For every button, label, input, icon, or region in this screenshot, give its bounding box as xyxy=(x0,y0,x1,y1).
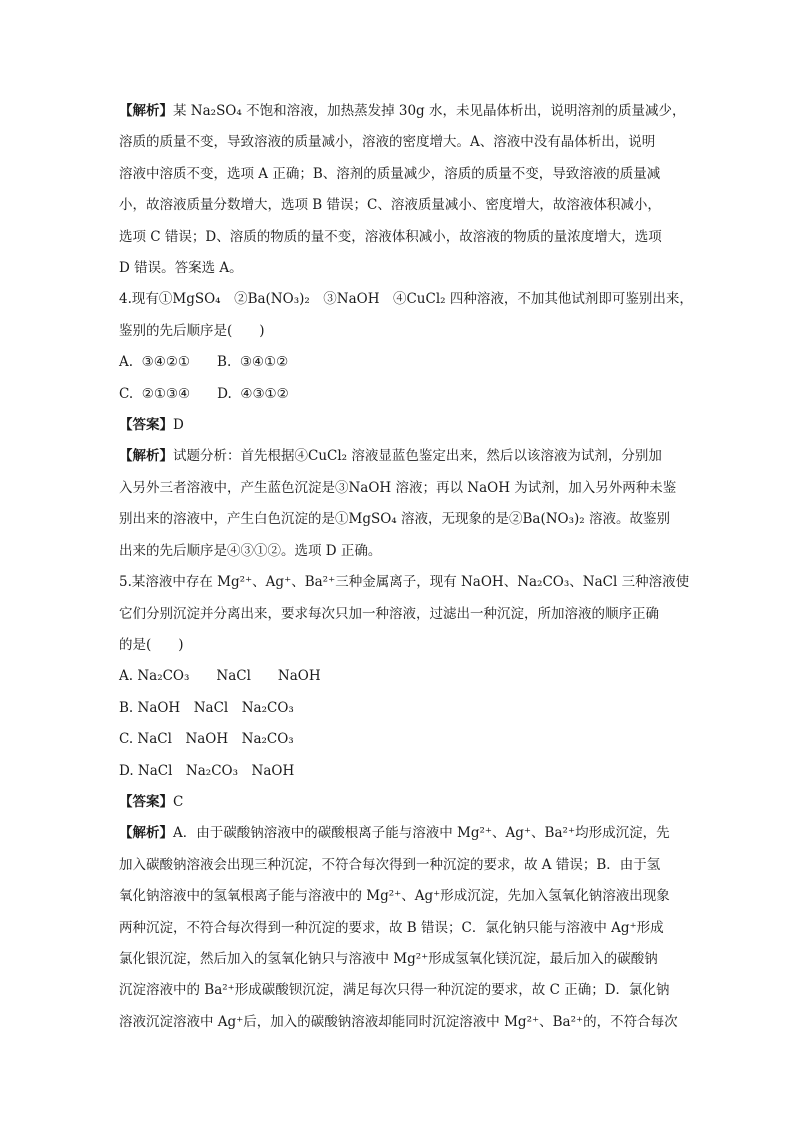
text-line: 【解析】某 Na₂SO₄ 不饱和溶液，加热蒸发掉 30g 水，未见晶体析出，说明溶剂的质量减少， xyxy=(119,103,686,119)
answer-value: C xyxy=(173,793,184,810)
text-line: 沉淀溶液中的 Ba²⁺形成碳酸钡沉淀，满足每次只得一种沉淀的要求，故 C 正确；D．氯化钠 xyxy=(119,982,670,999)
question-5 xyxy=(119,567,690,787)
analysis-paragraph xyxy=(119,441,679,567)
analysis-label: 【解析】 xyxy=(119,825,173,842)
question-stem-line: 的是( ) xyxy=(119,636,184,653)
question-stem-line: 4.现有①MgSO₄ ②Ba(NO₃)₂ ③NaOH ④CuCl₂ 四种溶液，不加其他试剂即可鉴别出来， xyxy=(119,291,693,308)
text-line: D 错误。答案选 A。 xyxy=(119,260,243,277)
question-stem-line: 5.某溶液中存在 Mg²⁺、Ag⁺、Ba²⁺三种金属离子，现有 NaOH、Na₂CO₃、NaCl 三种溶液使 xyxy=(119,574,690,591)
text-line: 加入碳酸钠溶液会出现三种沉淀，不符合每次得到一种沉淀的要求，故 A 错误；B．由于氢 xyxy=(119,856,661,873)
question-4 xyxy=(119,284,693,410)
option-line: A. Na₂CO₃ NaCl NaOH xyxy=(119,668,321,685)
text-line: 氯化银沉淀，然后加入的氢氧化钠只与溶液中 Mg²⁺形成氢氧化镁沉淀，最后加入的碳酸钠 xyxy=(119,950,658,967)
option-line: B. NaOH NaCl Na₂CO₃ xyxy=(119,699,294,716)
answer-label: 【答案】 xyxy=(119,417,173,434)
analysis-paragraph xyxy=(119,818,679,1038)
text-line: 氧化钠溶液中的氢氧根离子能与溶液中的 Mg²⁺、Ag⁺形成沉淀，先加入氢氧化钠溶液出现象 xyxy=(119,888,670,905)
text-line: 溶液沉淀溶液中 Ag⁺后，加入的碳酸钠溶液却能同时沉淀溶液中 Mg²⁺、Ba²⁺的，不符合每次 xyxy=(119,1013,678,1030)
answer-paragraph xyxy=(119,410,679,441)
text-line: 小，故溶液质量分数增大，选项 B 错误；C、溶液质量减小、密度增大，故溶液体积减小， xyxy=(119,197,661,214)
answer-value: D xyxy=(173,417,184,434)
text-line: 入另外三者溶液中，产生蓝色沉淀是③NaOH 溶液；再以 NaOH 为试剂，加入另外两种未鉴 xyxy=(119,479,677,496)
text-line: 别出来的溶液中，产生白色沉淀的是①MgSO₄ 溶液，无现象的是②Ba(NO₃)₂ 溶液。故鉴别 xyxy=(119,511,670,528)
option-line: C. NaCl NaOH Na₂CO₃ xyxy=(119,731,294,748)
analysis-paragraph xyxy=(119,96,686,284)
text-line: 出来的先后顺序是④③①②。选项 D 正确。 xyxy=(119,542,382,559)
option-line: C. ②①③④ D. ④③①② xyxy=(119,385,289,402)
text-line: 溶液中溶质不变，选项 A 正确；B、溶剂的质量减少，溶质的质量不变，导致溶液的质量减 xyxy=(119,165,661,182)
question-stem-line: 鉴别的先后顺序是( ) xyxy=(119,322,265,339)
answer-label: 【答案】 xyxy=(119,793,173,810)
text-line xyxy=(119,787,679,818)
text-line xyxy=(119,410,679,441)
text-line: 两种沉淀，不符合每次得到一种沉淀的要求，故 B 错误；C．氯化钠只能与溶液中 Ag⁺形成 xyxy=(119,919,664,936)
option-line: A. ③④②① B. ③④①② xyxy=(119,354,289,371)
text-line: 【解析】试题分析：首先根据④CuCl₂ 溶液显蓝色鉴定出来，然后以该溶液为试剂，分别加 xyxy=(119,448,662,465)
text-line: 溶质的质量不变，导致溶液的质量减小，溶液的密度增大。A、溶液中没有晶体析出，说明 xyxy=(119,134,656,151)
analysis-label: 【解析】 xyxy=(119,448,173,465)
text-line: 选项 C 错误；D、溶质的物质的量不变，溶液体积减小，故溶液的物质的量浓度增大，选项 xyxy=(119,228,662,245)
analysis-label: 【解析】 xyxy=(119,103,173,119)
text-line: 【解析】A．由于碳酸钠溶液中的碳酸根离子能与溶液中 Mg²⁺、Ag⁺、Ba²⁺均形成沉淀，先 xyxy=(119,825,670,842)
answer-paragraph xyxy=(119,787,679,818)
option-line: D. NaCl Na₂CO₃ NaOH xyxy=(119,762,295,779)
document-page xyxy=(119,96,693,1038)
question-stem-line: 它们分别沉淀并分离出来，要求每次只加一种溶液，过滤出一种沉淀，所加溶液的顺序正确 xyxy=(119,605,659,622)
